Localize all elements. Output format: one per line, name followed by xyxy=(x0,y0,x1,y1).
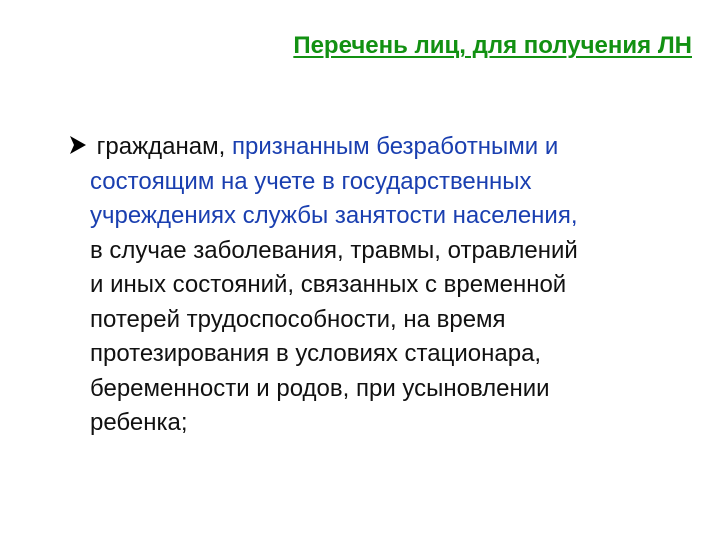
arrowhead-bullet-icon xyxy=(70,136,86,154)
bullet-line xyxy=(90,303,690,338)
bullet-line xyxy=(90,268,690,303)
bullet-segment: и иных состояний, связанных с временной xyxy=(90,271,567,298)
bullet-line xyxy=(90,199,690,234)
bullet-line xyxy=(90,234,690,269)
bullet-line xyxy=(90,337,690,372)
bullet-segment: в случае заболевания, травмы, отравлений xyxy=(90,236,578,264)
bullet-line xyxy=(90,406,690,441)
slide-title: Перечень лиц, для получения ЛН xyxy=(293,32,692,59)
bullet-text xyxy=(90,130,690,441)
bullet-line xyxy=(90,165,690,200)
bullet-segment: ребенка; xyxy=(90,409,188,436)
bullet-segment-highlight: признанным безработными и xyxy=(231,133,559,160)
bullet-segment-highlight: учреждениях службы занятости населения, xyxy=(90,202,578,229)
bullet-segment: протезирования в условиях стационара, xyxy=(90,340,542,367)
bullet-segment-highlight: состоящим на учете в государственных xyxy=(90,167,532,195)
bullet-line xyxy=(90,372,690,407)
bullet-segment: гражданам, xyxy=(90,133,232,160)
bullet-line xyxy=(90,130,690,165)
bullet-segment: беременности и родов, при усыновлении xyxy=(90,374,550,402)
bullet-segment: потерей трудоспособности, на время xyxy=(90,305,506,333)
